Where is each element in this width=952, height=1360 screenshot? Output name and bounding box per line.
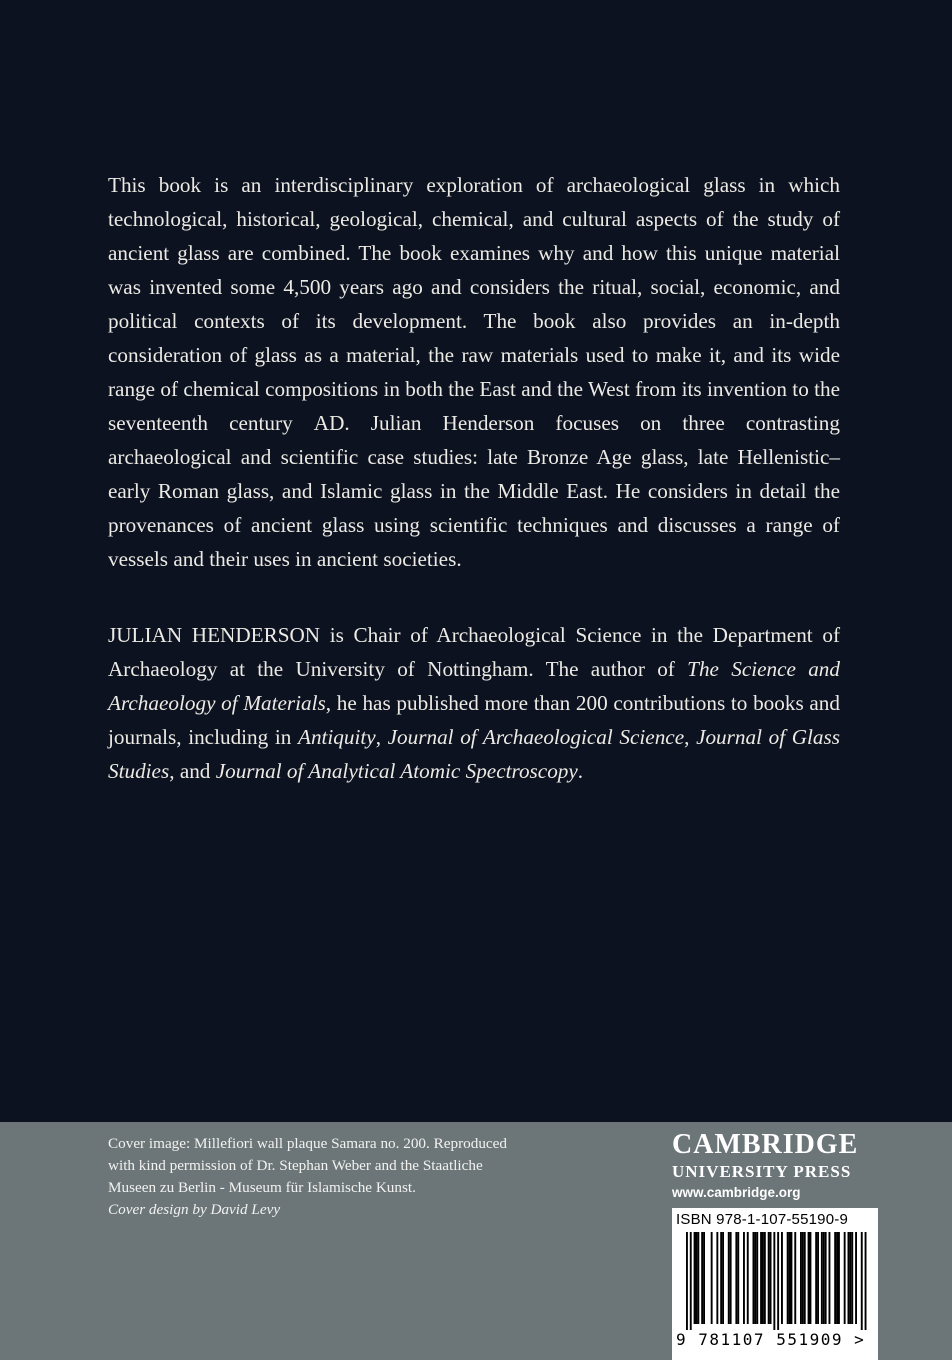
bio-journal: Journal of Analytical Atomic Spectroscopy	[215, 759, 578, 783]
barcode-bar	[821, 1232, 823, 1324]
barcode-bar	[747, 1232, 749, 1324]
publisher-logo	[672, 1128, 878, 1204]
barcode-guard-bar	[686, 1232, 688, 1330]
barcode-bar	[829, 1232, 831, 1324]
cover-design-credit: Cover design by David Levy	[108, 1201, 281, 1218]
barcode-guard-bar	[773, 1232, 775, 1330]
barcode-bar	[787, 1232, 789, 1324]
author-bio	[108, 618, 840, 788]
barcode-bar	[711, 1232, 713, 1324]
barcode-bar	[789, 1232, 791, 1324]
barcode-bar	[804, 1232, 806, 1324]
barcode-guard-bar	[777, 1232, 779, 1330]
credits-line: Museen zu Berlin - Museum für Islamische Kunst.	[108, 1179, 416, 1196]
bio-journal: Journal of Archaeological Science	[387, 725, 685, 749]
barcode-bar	[800, 1232, 802, 1324]
bio-text: JULIAN HENDERSON is Chair of Archaeological Science in the Department of Archaeology at the University of Nottingham. The author of	[108, 623, 840, 681]
barcode-guard-bar	[865, 1232, 867, 1330]
barcode-bar	[730, 1232, 732, 1324]
barcode-bar	[825, 1232, 827, 1324]
barcode-bar	[756, 1232, 758, 1324]
barcode-bar	[722, 1232, 724, 1324]
bio-journal: Journal of Glass Studies	[108, 725, 841, 783]
era-abbreviation: AD	[313, 411, 345, 435]
publisher-name: CAMBRIDGE	[672, 1129, 859, 1160]
barcode-bar	[810, 1232, 812, 1324]
cover-credits	[108, 1133, 568, 1221]
barcode-bar	[823, 1232, 825, 1324]
barcode-bar	[716, 1232, 718, 1324]
barcode-bar	[834, 1232, 836, 1324]
barcode-bar	[817, 1232, 819, 1324]
barcode-bar	[728, 1232, 730, 1324]
barcode-bar	[815, 1232, 817, 1324]
barcode-bar	[762, 1232, 764, 1324]
bio-book-title: The Science and Archaeology of Materials	[108, 657, 840, 715]
barcode-bar	[720, 1232, 722, 1324]
barcode-guard-bar	[861, 1232, 863, 1330]
barcode-bar	[701, 1232, 703, 1324]
barcode-bar	[844, 1232, 846, 1324]
barcode-bar	[764, 1232, 766, 1324]
barcode-bar	[851, 1232, 853, 1324]
barcode-bar	[743, 1232, 745, 1324]
bio-end: .	[577, 759, 584, 783]
barcode-bar	[697, 1232, 699, 1324]
bio-separator: , and	[169, 759, 216, 783]
barcode-bar	[737, 1232, 739, 1324]
barcode-bar	[754, 1232, 756, 1324]
barcode-bar	[849, 1232, 851, 1324]
description-text-continued: . Julian Henderson focuses on three contrasting archaeological and scientific case studies: late Bronze Age glass, late Hellenistic–early Roman glass, and Islamic glass in the Middle East. He considers in detail the provenances of ancient glass using scientific techniques and discusses a range of vessels and their uses in ancient societies.	[108, 411, 840, 571]
barcode-guard-bar	[690, 1232, 692, 1330]
barcode-bar	[838, 1232, 840, 1324]
credits-line: with kind permission of Dr. Stephan Weber and the Staatliche	[108, 1157, 483, 1174]
barcode-bar	[760, 1232, 762, 1324]
isbn-label: ISBN 978-1-107-55190-9	[676, 1211, 849, 1228]
publisher-url: www.cambridge.org	[672, 1185, 801, 1200]
barcode-bar	[735, 1232, 737, 1324]
publisher-subtitle: UNIVERSITY PRESS	[672, 1162, 852, 1181]
credits-line: Cover image: Millefiori wall plaque Samara no. 200. Reproduced	[108, 1135, 507, 1152]
barcode-bar	[836, 1232, 838, 1324]
barcode-bar	[794, 1232, 796, 1324]
bio-separator: ,	[684, 725, 697, 749]
bio-text-continued: , he has published more than 200 contributions to books and journals, including in	[108, 691, 840, 749]
barcode-bar	[703, 1232, 705, 1324]
barcode-bar	[855, 1232, 857, 1324]
barcode-bar	[694, 1232, 696, 1324]
barcode-bar	[802, 1232, 804, 1324]
barcode-bar	[781, 1232, 783, 1324]
barcode-bar	[753, 1232, 755, 1324]
barcode-bar	[808, 1232, 810, 1324]
description-text: This book is an interdisciplinary exploration of archaeological glass in which technological, historical, geological, chemical, and cultural aspects of the study of ancient glass are combined. The book examines why and how this unique material was invented some 4,500 years ago and considers the ritual, social, economic, and political contexts of its development. The book also provides an in-depth consideration of glass as a material, the raw materials used to make it, and its wide range of chemical compositions in both the East and the West from its invention to the seventeenth century	[108, 173, 840, 435]
barcode-icon	[672, 1232, 878, 1330]
bio-separator: ,	[375, 725, 388, 749]
barcode-bar	[768, 1232, 770, 1324]
book-description	[108, 168, 840, 576]
barcode-bar	[791, 1232, 793, 1324]
bio-journal: Antiquity	[298, 725, 376, 749]
barcode-bar	[848, 1232, 850, 1324]
barcode-digits: 9 781107 551909 >	[676, 1330, 866, 1349]
barcode-bar	[696, 1232, 698, 1324]
barcode-bar	[770, 1232, 772, 1324]
